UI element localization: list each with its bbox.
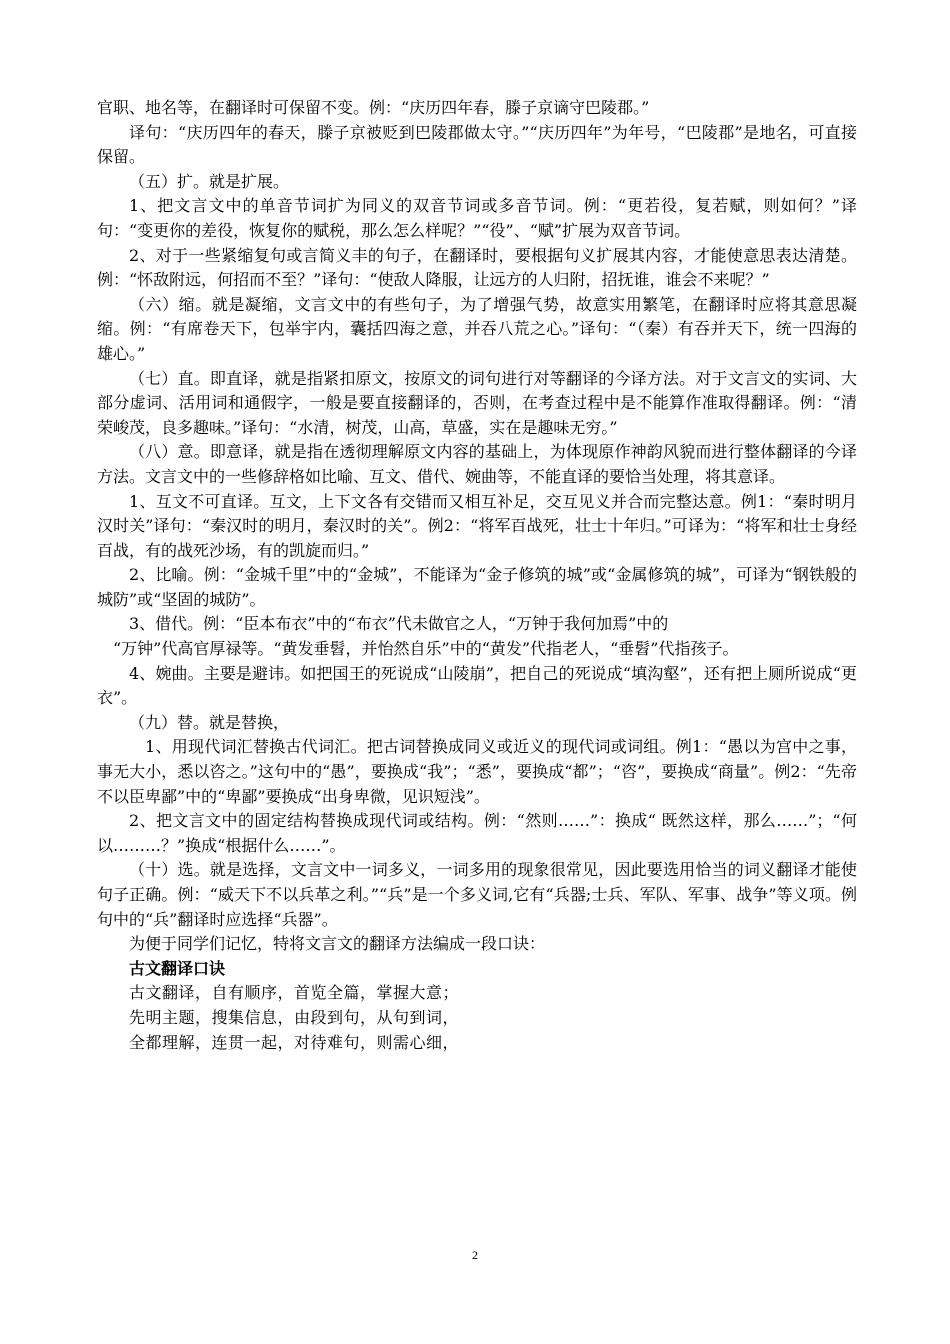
paragraph: （六）缩。就是凝缩，文言文中的有些句子，为了增强气势，故意实用繁笔，在翻译时应将其意思凝缩。例：“有席卷天下，包举宇内，囊括四海之意，并吞八荒之心。”译句：“（秦）有吞并天下，统一四海的雄心。” <box>97 294 857 363</box>
paragraph: （八）意。即意译，就是指在透彻理解原文内容的基础上，为体现原作神韵风貌而进行整体翻译的今译方法。文言文中的一些修辞格如比喻、互文、借代、婉曲等，不能直译的要恰当处理，将其意译。 <box>97 442 857 486</box>
paragraph: 为便于同学们记忆，特将文言文的翻译方法编成一段口诀： <box>129 934 546 954</box>
verse-line: 先明主题，搜集信息，由段到句，从句到词， <box>129 1007 460 1027</box>
verse-line: 全都理解，连贯一起，对待难句，则需心细， <box>129 1032 460 1052</box>
page-number: 2 <box>472 1248 478 1262</box>
paragraph: “万钟”代高官厚禄等。“黄发垂髫，并怡然自乐”中的“黄发”代指老人，“垂髫”代指孩子。 <box>97 639 739 659</box>
paragraph: （七）直。即直译，就是指紧扣原文，按原文的词句进行对等翻译的今译方法。对于文言文的实词、大部分虚词、活用词和通假字，一般是要直接翻译的，否则，在考查过程中是不能算作准取得翻译。例：“清荣峻茂，良多趣味。”译句：“水清，树茂，山高，草盛，实在是趣味无穷。” <box>97 368 857 437</box>
paragraph: 1、互文不可直译。互文，上下文各有交错而又相互补足，交互见义并合而完整达意。例1：“秦时明月汉时关”译句：“秦汉时的明月，秦汉时的关”。例2：“将军百战死，壮士十年归。”可译为：“将军和壮士身经百战，有的战死沙场，有的凯旋而归。” <box>97 491 857 560</box>
body-text <box>97 96 857 1055</box>
paragraph: （五）扩。就是扩展。 <box>129 171 290 191</box>
paragraph: （十）选。就是选择，文言文中一词多义，一词多用的现象很常见，因此要选用恰当的词义翻译才能使句子正确。例：“威天下不以兵革之利。”“兵”是一个多义词,它有“兵器;士兵、军队、军事、战争”等义项。例句中的“兵”翻译时应选择“兵器”。 <box>97 860 857 929</box>
paragraph: 2、比喻。例：“金城千里”中的“金城”，不能译为“金子修筑的城”或“金属修筑的城”，可译为“钢铁般的城防”或“坚固的城防”。 <box>97 565 857 609</box>
section-heading: 古文翻译口诀 <box>129 958 226 978</box>
paragraph: 1、把文言文中的单音节词扩为同义的双音节词或多音节词。例：“更若役，复若赋，则如何？”译句：“变更你的差役，恢复你的赋税，那么怎么样呢？”“役”、“赋”扩展为双音节词。 <box>97 196 857 240</box>
paragraph: 3、借代。例：“臣本布衣”中的“布衣”代未做官之人，“万钟于我何加焉”中的 <box>129 614 669 634</box>
paragraph: （九）替。就是替换， <box>129 712 290 732</box>
paragraph: 官职、地名等，在翻译时可保留不变。例：“庆历四年春，滕子京谪守巴陵郡。” <box>97 98 650 117</box>
paragraph: 2、把文言文中的固定结构替换成现代词或结构。例：“然则……”：换成“ 既然这样，那么……”；“何以………？”换成“根据什么……”。 <box>97 811 857 855</box>
verse-line: 古文翻译，自有顺序，首览全篇，掌握大意； <box>129 983 460 1003</box>
paragraph: 2、对于一些紧缩复句或言简义丰的句子，在翻译时，要根据句义扩展其内容，才能使意思表达清楚。例：“怀敌附远，何招而不至？”译句：“使敌人降服，让远方的人归附，招抚谁，谁会不来呢？” <box>97 245 857 290</box>
paragraph-list <box>97 96 857 957</box>
paragraph: 4、婉曲。主要是避讳。如把国王的死说成“山陵崩”，把自己的死说成“填沟壑”，还有把上厕所说成“更衣”。 <box>97 663 857 708</box>
verse-list <box>97 981 857 1055</box>
paragraph: 1、用现代词汇替换古代词汇。把古词替换成同义或近义的现代词或词组。例1：“愚以为宫中之事，事无大小，悉以咨之。”这句中的“愚”，要换成“我”；“悉”，要换成“都”；“咨”，要换成“商量”。例2：“先帝不以臣卑鄙”中的“卑鄙”要换成“出身卑微，见识短浅”。 <box>97 737 857 806</box>
paragraph: 译句：“庆历四年的春天，滕子京被贬到巴陵郡做太守。”“庆历四年”为年号，“巴陵郡”是地名，可直接保留。 <box>97 122 857 167</box>
